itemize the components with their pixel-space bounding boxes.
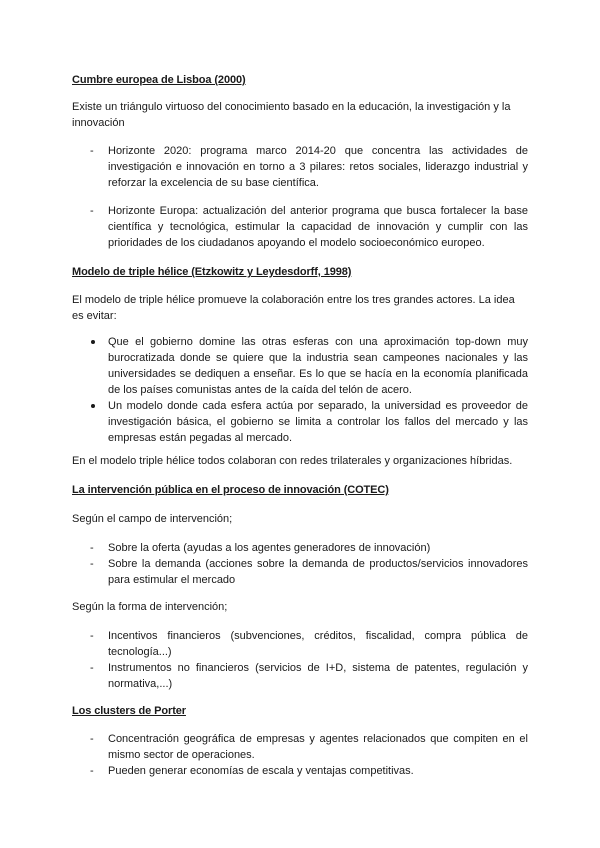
list-item (90, 628, 528, 660)
list-item (90, 763, 528, 779)
heading-lisboa: Cumbre europea de Lisboa (2000) (72, 74, 246, 86)
list-item-text: Instrumentos no financieros (servicios de I+D, sistema de patentes, regulación y normativa,...) (108, 662, 528, 690)
dash-marker: - (90, 765, 94, 777)
list-lisboa-2 (90, 203, 528, 251)
paragraph-helice-outro: En el modelo triple hélice todos colaboran con redes trilaterales y organizaciones híbridas. (72, 455, 513, 467)
list-item-text: Horizonte 2020: programa marco 2014-20 que concentra las actividades de investigación e innovación en torno a 3 pilares: retos sociales, liderazgo industrial y reforzar la excelencia de su base científica. (108, 145, 528, 189)
list-item-text: Sobre la demanda (acciones sobre la demanda de productos/servicios innovadores para estimular el mercado (108, 558, 528, 586)
list-item-text: Concentración geográfica de empresas y agentes relacionados que compiten en el mismo sector de operaciones. (108, 733, 528, 761)
paragraph-campo-intro: Según el campo de intervención; (72, 513, 233, 525)
heading-cotec: La intervención pública en el proceso de innovación (COTEC) (72, 484, 389, 496)
list-item (90, 398, 528, 446)
list-item (90, 731, 528, 763)
dash-marker: - (90, 558, 94, 570)
dash-marker: - (90, 145, 94, 157)
list-item-text: Un modelo donde cada esfera actúa por separado, la universidad es proveedor de investigación básica, el gobierno se limita a controlar los fallos del mercado y las empresas están pegadas al mercado. (108, 400, 528, 444)
paragraph-lisboa-intro: Existe un triángulo virtuoso del conocimiento basado en la educación, la investigación y la innovación (72, 101, 511, 129)
dash-marker: - (90, 542, 94, 554)
list-campo (90, 540, 528, 588)
list-item (90, 660, 528, 692)
paragraph-forma-intro: Según la forma de intervención; (72, 601, 228, 613)
dash-marker: - (90, 630, 94, 642)
list-item (90, 143, 528, 191)
list-item (90, 556, 528, 588)
list-item (90, 203, 528, 251)
heading-porter: Los clusters de Porter (72, 705, 186, 717)
dash-marker: - (90, 205, 94, 217)
list-item (90, 334, 528, 398)
bullet-icon (91, 404, 95, 408)
list-porter (90, 731, 528, 779)
list-item-text: Pueden generar economías de escala y ventajas competitivas. (108, 765, 414, 777)
list-item-text: Sobre la oferta (ayudas a los agentes generadores de innovación) (108, 542, 431, 554)
bullet-icon (91, 340, 95, 344)
heading-triple-helice: Modelo de triple hélice (Etzkowitz y Leydesdorff, 1998) (72, 266, 352, 278)
list-item (90, 540, 528, 556)
list-item-text: Horizonte Europa: actualización del anterior programa que busca fortalecer la base científica y tecnológica, estimular la capacidad de innovación y cumplir con las prioridades de los ciudadanos apoyando el modelo socioeconómico europeo. (108, 205, 528, 249)
list-lisboa (90, 143, 528, 191)
list-helice (90, 334, 528, 446)
list-forma (90, 628, 528, 692)
list-item-text: Incentivos financieros (subvenciones, créditos, fiscalidad, compra pública de tecnología...) (108, 630, 528, 658)
dash-marker: - (90, 662, 94, 674)
list-item-text: Que el gobierno domine las otras esferas con una aproximación top-down muy burocratizada donde se quiere que la industria sean campeones nacionales y las universidades se dediquen a enseñar. Es lo que se hacía en la economía planificada de los países comunistas antes de la caída del telón de acero. (108, 336, 528, 396)
paragraph-helice-intro: El modelo de triple hélice promueve la colaboración entre los tres grandes actores. La idea es evitar: (72, 294, 515, 322)
dash-marker: - (90, 733, 94, 745)
